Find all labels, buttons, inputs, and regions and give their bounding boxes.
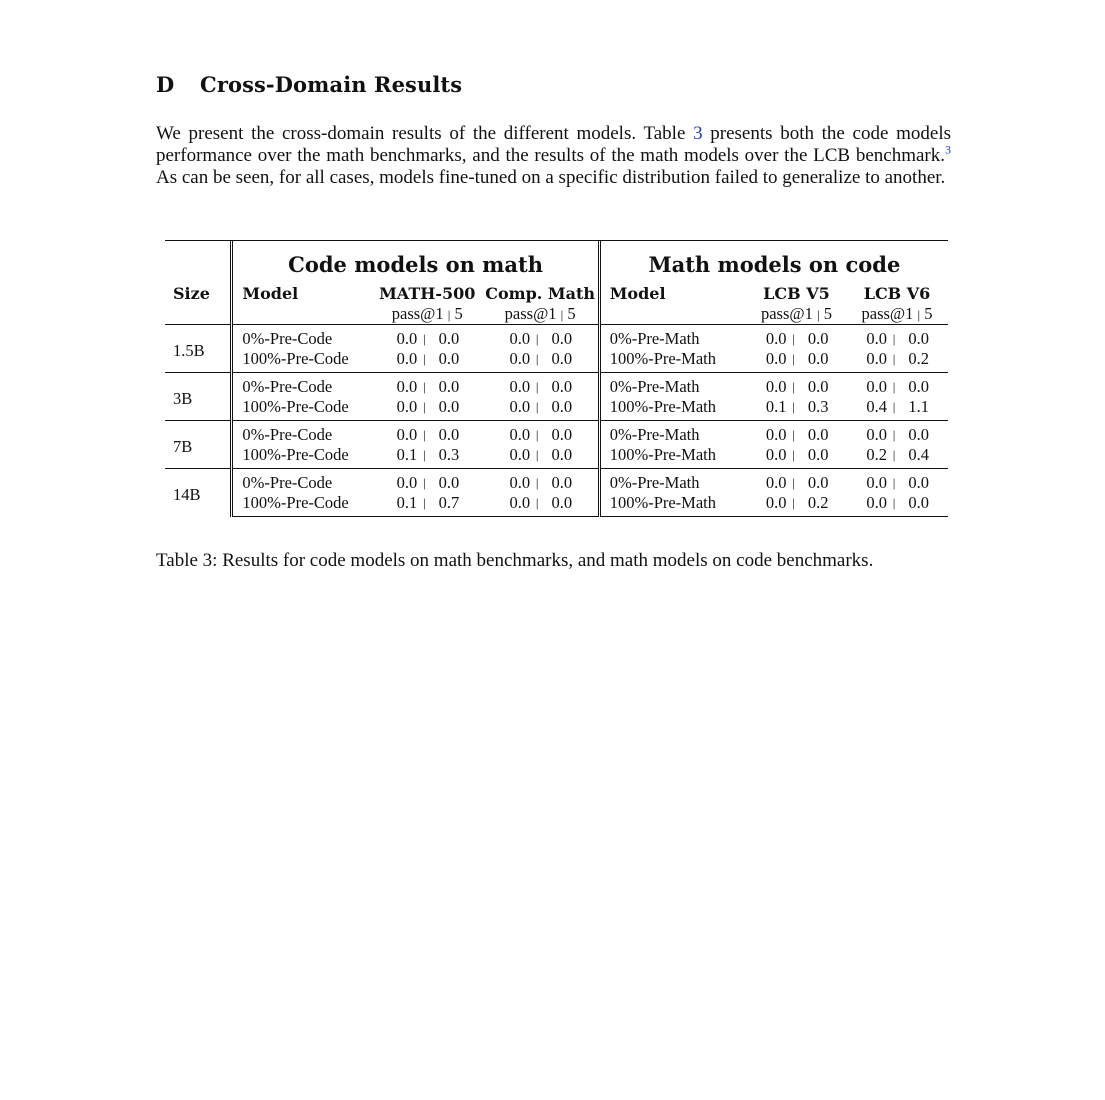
compmath-cell: 0.0 | 0.0 xyxy=(509,445,573,464)
math-model-cell: 0%-Pre-Math xyxy=(599,373,747,398)
table-caption: Table 3: Results for code models on math benchmarks, and math models on code benchmarks. xyxy=(156,550,874,571)
math500-cell: 0.0 | 0.0 xyxy=(372,373,483,398)
compmath-cell: 0.0 | 0.0 xyxy=(483,421,600,446)
lcbv6-cell: 0.0 | 0.0 xyxy=(846,325,948,350)
section-heading xyxy=(156,70,951,100)
lcbv6-cell: 0.0 | 0.0 xyxy=(846,373,948,398)
col-header-math500: MATH-500 pass@1 | 5 xyxy=(379,284,476,323)
lcbv6-cell: 0.2 | 0.4 xyxy=(866,445,929,464)
math500-cell: 0.0 | 0.0 xyxy=(372,325,483,350)
math-model-cell: 100%-Pre-Math xyxy=(599,397,747,421)
math-model-cell: 0%-Pre-Math xyxy=(599,325,747,350)
compmath-cell: 0.0 | 0.0 xyxy=(483,469,600,494)
group-header-row xyxy=(165,241,948,283)
lcbv5-cell: 0.0 | 0.0 xyxy=(747,469,846,494)
table-row xyxy=(165,397,948,421)
code-model-cell: 0%-Pre-Code xyxy=(232,469,372,494)
paragraph-text-1: We present the cross-domain results of the different models. Table xyxy=(156,123,694,144)
math500-cell: 0.0 | 0.0 xyxy=(396,349,460,368)
size-cell: 3B xyxy=(165,373,232,421)
col-header-lcbv5: LCB V5 pass@1 | 5 xyxy=(760,284,832,323)
math-model-cell: 100%-Pre-Math xyxy=(599,493,747,517)
compmath-cell: 0.0 | 0.0 xyxy=(483,373,600,398)
lcbv6-cell: 0.0 | 0.0 xyxy=(846,493,948,517)
page xyxy=(156,70,951,571)
math500-cell: 0.0 | 0.0 xyxy=(372,469,483,494)
paragraph-text-3: As can be seen, for all cases, models fine-tuned on a specific distribution failed to generalize to another. xyxy=(156,167,946,188)
math-model-cell: 100%-Pre-Math xyxy=(599,445,747,469)
lcbv6-cell: 0.0 | 0.0 xyxy=(846,421,948,446)
column-header-row xyxy=(165,283,948,325)
lcbv5-cell: 0.0 | 0.0 xyxy=(747,373,846,398)
compmath-cell: 0.0 | 0.0 xyxy=(483,493,600,517)
table-row xyxy=(165,493,948,517)
math500-cell: 0.1 | 0.3 xyxy=(396,445,460,464)
paragraph-text-2: presents both the code models performance over the math benchmarks, and the results of the math models over the LCB benchmark. xyxy=(156,123,951,166)
size-cell: 14B xyxy=(165,469,232,517)
lcbv6-cell: 0.0 | 0.2 xyxy=(866,349,929,368)
lcbv5-cell: 0.0 | 0.0 xyxy=(765,445,829,464)
body-paragraph xyxy=(156,123,951,189)
lcbv5-cell: 0.0 | 0.0 xyxy=(747,421,846,446)
code-model-cell: 100%-Pre-Code xyxy=(232,445,372,469)
lcbv6-cell: 0.0 | 0.0 xyxy=(846,469,948,494)
math-model-cell: 100%-Pre-Math xyxy=(599,349,747,373)
compmath-cell: 0.0 | 0.0 xyxy=(483,325,600,350)
math-model-cell: 0%-Pre-Math xyxy=(599,469,747,494)
compmath-cell: 0.0 | 0.0 xyxy=(509,397,573,416)
col-header-lcbv6: LCB V6 pass@1 | 5 xyxy=(861,284,933,323)
lcbv5-cell: 0.1 | 0.3 xyxy=(765,397,829,416)
table-row xyxy=(165,445,948,469)
table-row xyxy=(165,373,948,398)
math500-cell: 0.0 | 0.0 xyxy=(372,421,483,446)
results-table xyxy=(165,240,948,517)
group-header-math: Math models on code xyxy=(599,241,948,283)
code-model-cell: 100%-Pre-Code xyxy=(232,349,372,373)
code-model-cell: 100%-Pre-Code xyxy=(232,493,372,517)
section-number: D xyxy=(156,72,175,97)
size-cell: 1.5B xyxy=(165,325,232,373)
code-model-cell: 100%-Pre-Code xyxy=(232,397,372,421)
lcbv5-cell: 0.0 | 0.2 xyxy=(747,493,846,517)
table-reference-link[interactable]: 3 xyxy=(693,123,703,144)
table-row xyxy=(165,469,948,494)
table-row xyxy=(165,325,948,350)
col-header-size: Size xyxy=(173,284,210,303)
lcbv5-cell: 0.0 | 0.0 xyxy=(765,349,829,368)
section-title: Cross-Domain Results xyxy=(200,72,463,97)
table-row xyxy=(165,349,948,373)
lcbv5-cell: 0.0 | 0.0 xyxy=(747,325,846,350)
code-model-cell: 0%-Pre-Code xyxy=(232,373,372,398)
compmath-cell: 0.0 | 0.0 xyxy=(509,349,573,368)
col-header-compmath: Comp. Math pass@1 | 5 xyxy=(485,284,596,323)
size-cell: 7B xyxy=(165,421,232,469)
footnote-marker[interactable]: 3 xyxy=(945,142,951,157)
math500-cell: 0.1 | 0.7 xyxy=(372,493,483,517)
col-header-model-code: Model xyxy=(232,283,372,325)
col-header-model-math: Model xyxy=(599,283,747,325)
code-model-cell: 0%-Pre-Code xyxy=(232,325,372,350)
table-row xyxy=(165,421,948,446)
math-model-cell: 0%-Pre-Math xyxy=(599,421,747,446)
lcbv6-cell: 0.4 | 1.1 xyxy=(866,397,929,416)
group-header-code: Code models on math xyxy=(232,241,599,283)
code-model-cell: 0%-Pre-Code xyxy=(232,421,372,446)
math500-cell: 0.0 | 0.0 xyxy=(396,397,460,416)
